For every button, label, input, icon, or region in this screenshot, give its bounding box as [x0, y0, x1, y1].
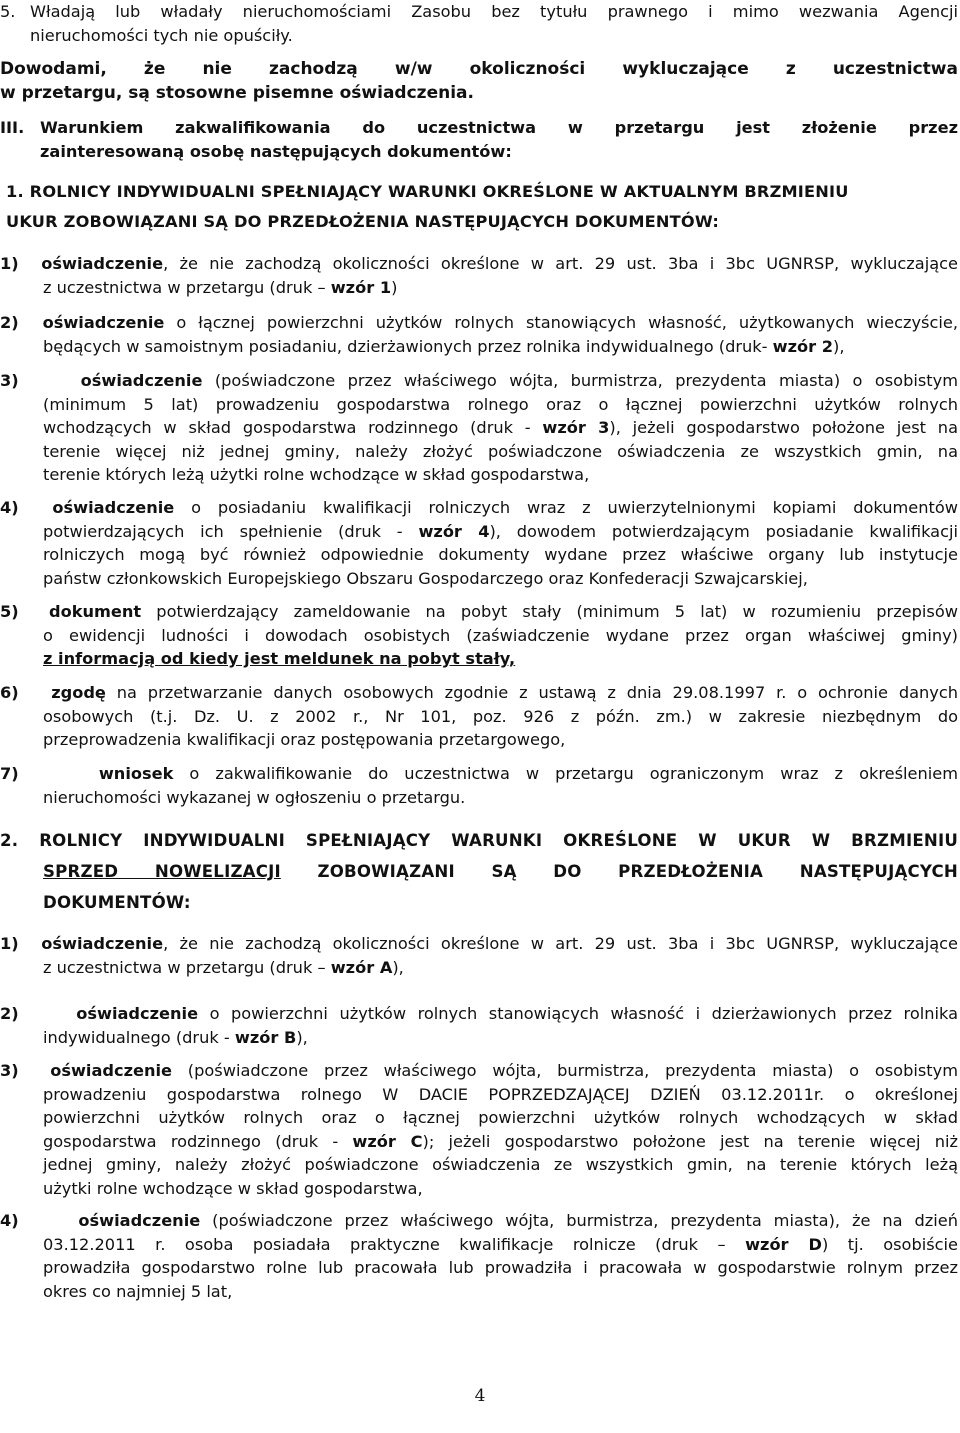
group-1-heading [0, 177, 958, 237]
g1-item-6: 6) zgodę na przetwarzanie danych osobowych zgodnie z ustawą z dnia 29.08.1997 r. o ochronie danych osobowych (t.j. Dz. U. z 2002 r., Nr 101, poz. 926 z późn. zm.) w zakresie niezbędnym do przeprowadzenia kwalifikacji oraz postępowania przetargowego, [0, 683, 958, 749]
proof-text: Dowodami, że nie zachodzą w/w okoliczności wykluczające z uczestnictwa [0, 59, 958, 79]
section-iii [0, 116, 958, 163]
group-2-heading: 2. ROLNICY INDYWIDUALNI SPEŁNIAJĄCY WARUNKI OKREŚLONE W UKUR W BRZMIENIU SPRZED NOWELIZACJI ZOBOWIĄZANI SĄ DO PRZEDŁOŻENIA NASTĘPUJĄCYCH DOKUMENTÓW: [0, 825, 958, 918]
item-text: Władają lub władały nieruchomościami Zasobu bez tytułu prawnego i mimo wezwania Agencji [30, 2, 958, 21]
heading-text: UKUR ZOBOWIĄZANI SĄ DO PRZEDŁOŻENIA NASTĘPUJĄCYCH DOKUMENTÓW: [6, 212, 720, 231]
g1-item-1: 1) oświadczenie, że nie zachodzą okoliczności określone w art. 29 ust. 3ba i 3bc UGNRSP, wykluczające z uczestnictwa w przetargu (druk – wzór 1) [0, 254, 958, 297]
item-lead: oświadczenie [41, 254, 164, 273]
item-number: 5) [0, 602, 19, 621]
form-ref: wzór 3 [542, 418, 610, 437]
item-number: 4) [0, 1211, 19, 1230]
item-lead: oświadczenie [41, 934, 164, 953]
item-lead: oświadczenie [50, 1061, 173, 1080]
item-text: nieruchomości tych nie opuściły. [30, 25, 293, 45]
underlined-note: z informacją od kiedy jest meldunek na pobyt stały, [43, 649, 516, 668]
item-lead: oświadczenie [52, 498, 175, 517]
section-text: zainteresowaną osobę następujących dokumentów: [40, 141, 512, 161]
page-number: 4 [474, 1386, 486, 1406]
form-ref: wzór D [745, 1234, 822, 1254]
proof-text: w przetargu, są stosowne pisemne oświadczenia. [0, 82, 474, 103]
form-ref: wzór 2 [772, 336, 834, 356]
form-ref: wzór B [234, 1027, 297, 1047]
item-lead: oświadczenie [42, 313, 165, 332]
form-ref: wzór 4 [418, 521, 490, 541]
item-number: 7) [0, 764, 19, 783]
form-ref: wzór A [330, 957, 393, 977]
item-number: 1) [0, 254, 19, 273]
item-lead: wniosek [98, 764, 174, 783]
g2-item-4: 4) oświadczenie (poświadczone przez właściwego wójta, burmistrza, prezydenta miasta), że na dzień 03.12.2011 r. osoba posiadała praktyczne kwalifikacje rolnicze (druk – wzór D) tj. osobiście prowadziła gospodarstwo rolne lub pracowała lub prowadziła i pracowała w gospodarstwie rolnym przez okres co najmniej 5 lat, [0, 1211, 958, 1301]
underlined-heading: SPRZED NOWELIZACJI [43, 862, 281, 881]
item-lead: oświadczenie [76, 1004, 199, 1023]
g2-item-3: 3) oświadczenie (poświadczone przez właściwego wójta, burmistrza, prezydenta miasta) o osobistym prowadzeniu gospodarstwa rolnego W DACIE POPRZEDZAJĄCEJ DZIEŃ 03.12.2011r. o określonej powierzchni użytków rolnych oraz o łącznej powierzchni użytków rolnych wchodzących w skład gospodarstwa rodzinnego (druk - wzór C); jeżeli gospodarstwo położone jest na terenie więcej niż jednej gminy, należy złożyć poświadczone oświadczenia ze wszystkich gmin, na terenie których leżą użytki rolne wchodzące w skład gospodarstwa, [0, 1061, 958, 1198]
item-lead: oświadczenie [80, 371, 203, 390]
item-lead: dokument [49, 602, 142, 621]
item-lead: oświadczenie [78, 1211, 201, 1230]
heading-text: 2. ROLNICY INDYWIDUALNI SPEŁNIAJĄCY WARUNKI OKREŚLONE W UKUR W BRZMIENIU [0, 831, 958, 850]
item-number: 6) [0, 683, 19, 702]
heading-text: DOKUMENTÓW: [43, 893, 191, 912]
form-ref: wzór 1 [330, 277, 392, 297]
item-number: 2) [0, 313, 19, 332]
g1-item-2: 2) oświadczenie o łącznej powierzchni użytków rolnych stanowiących własność, użytkowanych wieczyście, będących w samoistnym posiadaniu, dzierżawionych przez rolnika indywidualnego (druk- wzór 2), [0, 313, 958, 356]
section-text: Warunkiem zakwalifikowania do uczestnictwa w przetargu jest złożenie przez [40, 118, 958, 137]
g1-item-3: 3) oświadczenie (poświadczone przez właściwego wójta, burmistrza, prezydenta miasta) o osobistym (minimum 5 lat) prowadzeniu gospodarstwa rolnego oraz o łącznej powierzchni użytków rolnych wchodzących w skład gospodarstwa rodzinnego (druk - wzór 3), jeżeli gospodarstwo położone jest na terenie więcej niż jednej gminy, należy złożyć poświadczone oświadczenia ze wszystkich gmin, na terenie których leżą użytki rolne wchodzące w skład gospodarstwa, [0, 371, 958, 484]
form-ref: wzór C [352, 1131, 423, 1151]
g2-item-1: 1) oświadczenie, że nie zachodzą okoliczności określone w art. 29 ust. 3ba i 3bc UGNRSP, wykluczające z uczestnictwa w przetargu (druk – wzór A), [0, 934, 958, 977]
g1-item-5: 5) dokument potwierdzający zameldowanie na pobyt stały (minimum 5 lat) w rozumieniu przepisów o ewidencji ludności i dowodach osobistych (zaświadczenie wydane przez organ właściwej gminy) z informacją od kiedy jest meldunek na pobyt stały, [0, 602, 958, 668]
condition-item-5 [0, 0, 958, 47]
item-lead: zgodę [51, 683, 106, 702]
item-number: 2) [0, 1004, 19, 1023]
g2-item-2: 2) oświadczenie o powierzchni użytków rolnych stanowiących własność i dzierżawionych przez rolnika indywidualnego (druk - wzór B), [0, 1004, 958, 1047]
proof-paragraph [0, 58, 958, 105]
heading-text: 1. ROLNICY INDYWIDUALNI SPEŁNIAJĄCY WARUNKI OKREŚLONE W AKTUALNYM BRZMIENIU [6, 182, 849, 201]
item-number: 3) [0, 371, 19, 390]
item-number: 4) [0, 498, 19, 517]
g1-item-7: 7) wniosek o zakwalifikowanie do uczestnictwa w przetargu ograniczonym wraz z określeniem nieruchomości wykazanej w ogłoszeniu o przetargu. [0, 764, 958, 807]
section-number: III. [0, 118, 25, 137]
item-number: 5. [0, 2, 16, 21]
item-number: 3) [0, 1061, 19, 1080]
g1-item-4: 4) oświadczenie o posiadaniu kwalifikacji rolniczych wraz z uwierzytelnionymi kopiami dokumentów potwierdzających ich spełnienie (druk - wzór 4), dowodem potwierdzającym posiadanie kwalifikacji rolniczych mogą być również odpowiednie dokumenty wydane przez właściwe organy lub instytucje państw członkowskich Europejskiego Obszaru Gospodarczego oraz Konfederacji Szwajcarskiej, [0, 498, 958, 588]
item-number: 1) [0, 934, 19, 953]
